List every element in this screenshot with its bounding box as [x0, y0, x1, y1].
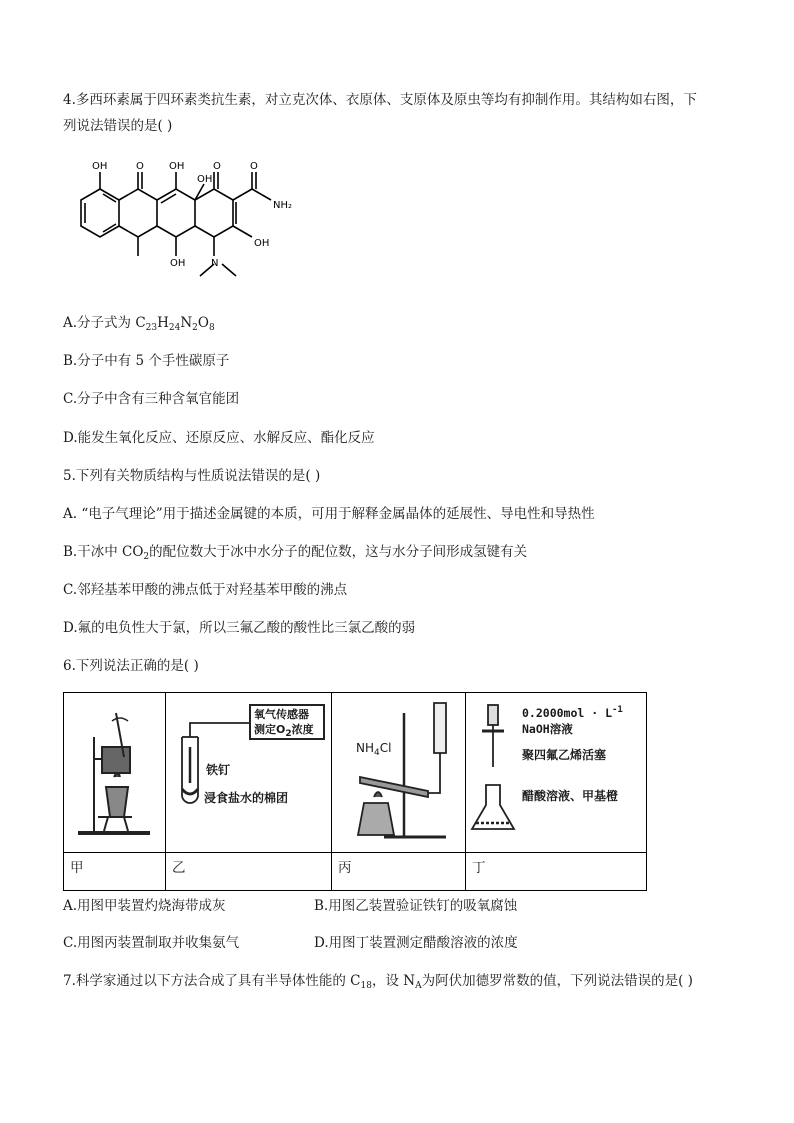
apparatus-label-row — [64, 852, 646, 891]
q5-option-d: D.氟的电负性大于氯，所以三氟乙酸的酸性比三氯乙酸的弱 — [63, 620, 416, 636]
label-oh-bottom: OH — [170, 258, 186, 269]
ding-flask-label: 醋酸溶液、甲基橙 — [522, 789, 619, 803]
q5-option-a: A. “电子气理论”用于描述金属键的本质，可用于解释金属晶体的延展性、导电性和导热性 — [63, 506, 595, 522]
q4-option-d: D.能发生氧化反应、还原反应、水解反应、酯化反应 — [63, 430, 375, 446]
label-oh-right: OH — [254, 238, 270, 249]
q5-stem: 5.下列有关物质结构与性质说法错误的是( ) — [63, 468, 321, 484]
doxycycline-structure — [66, 152, 328, 297]
label-jia: 甲 — [70, 860, 84, 876]
q4-option-a: A.分子式为 $C_{23}H_{24}N_2O_8$ — [63, 315, 215, 333]
label-yi: 乙 — [172, 860, 186, 876]
q6-option-a: A.用图甲装置灼烧海带成灰 — [63, 898, 226, 914]
label-o-amide: O — [250, 161, 258, 172]
ring-a — [81, 189, 119, 237]
ding-valve-label: 聚四氟乙烯活塞 — [522, 748, 607, 762]
q4-stem-line2: 列说法错误的是( ) — [63, 118, 173, 134]
figure-jia-crucible-burner — [68, 697, 164, 849]
label-oh-top-left: OH — [92, 161, 108, 172]
q5-option-b: B.干冰中 $CO_2$的配位数大于冰中水分子的配位数，这与水分子间形成氢键有关 — [63, 544, 528, 562]
ring-c — [157, 189, 195, 237]
label-oh-top2: OH — [169, 161, 185, 172]
apparatus-table — [63, 692, 647, 891]
label-bing: 丙 — [338, 860, 352, 876]
label-oh-mid: OH — [197, 174, 213, 185]
q6-option-c: C.用图丙装置制取并收集氨气 — [63, 935, 240, 951]
label-nh2: NH₂ — [273, 200, 293, 211]
q7-stem: 7.科学家通过以下方法合成了具有半导体性能的 $C_{18}$，设 $N_A$为阿伏加德罗常数的值，下列说法错误的是( ) — [63, 973, 693, 991]
label-n: N — [211, 258, 219, 269]
q6-option-b: B.用图乙装置验证铁钉的吸氧腐蚀 — [314, 898, 518, 914]
yi-sensor-label: 氧气传感器 测定$O_2$浓度 — [254, 708, 314, 739]
bing-nh4cl-label: $NH_4Cl$ — [356, 741, 392, 758]
ding-conc-label: $0.2000mol \cdot L^{-1}$ NaOH溶液 — [522, 705, 623, 736]
q5-option-c: C.邻羟基苯甲酸的沸点低于对羟基苯甲酸的沸点 — [63, 582, 348, 598]
q4-option-b: B.分子中有 5 个手性碳原子 — [63, 353, 230, 369]
ring-d — [195, 189, 236, 237]
label-o-top3: O — [213, 161, 221, 172]
q6-stem: 6.下列说法正确的是( ) — [63, 658, 199, 674]
label-ding: 丁 — [472, 860, 486, 876]
yi-cotton-label: 浸食盐水的棉团 — [204, 791, 289, 805]
yi-nail-label: 铁钉 — [206, 763, 231, 777]
figure-bing-ammonia — [334, 697, 464, 849]
ring-b — [119, 189, 157, 237]
q6-option-d: D.用图丁装置测定醋酸溶液的浓度 — [314, 935, 518, 951]
label-o-top1: O — [136, 161, 144, 172]
q4-option-c: C.分子中含有三种含氧官能团 — [63, 391, 240, 407]
q4-stem-line1: 4.多西环素属于四环素类抗生素，对立克次体、衣原体、支原体及原虫等均有抑制作用。其结构如右图，下 — [63, 92, 697, 108]
